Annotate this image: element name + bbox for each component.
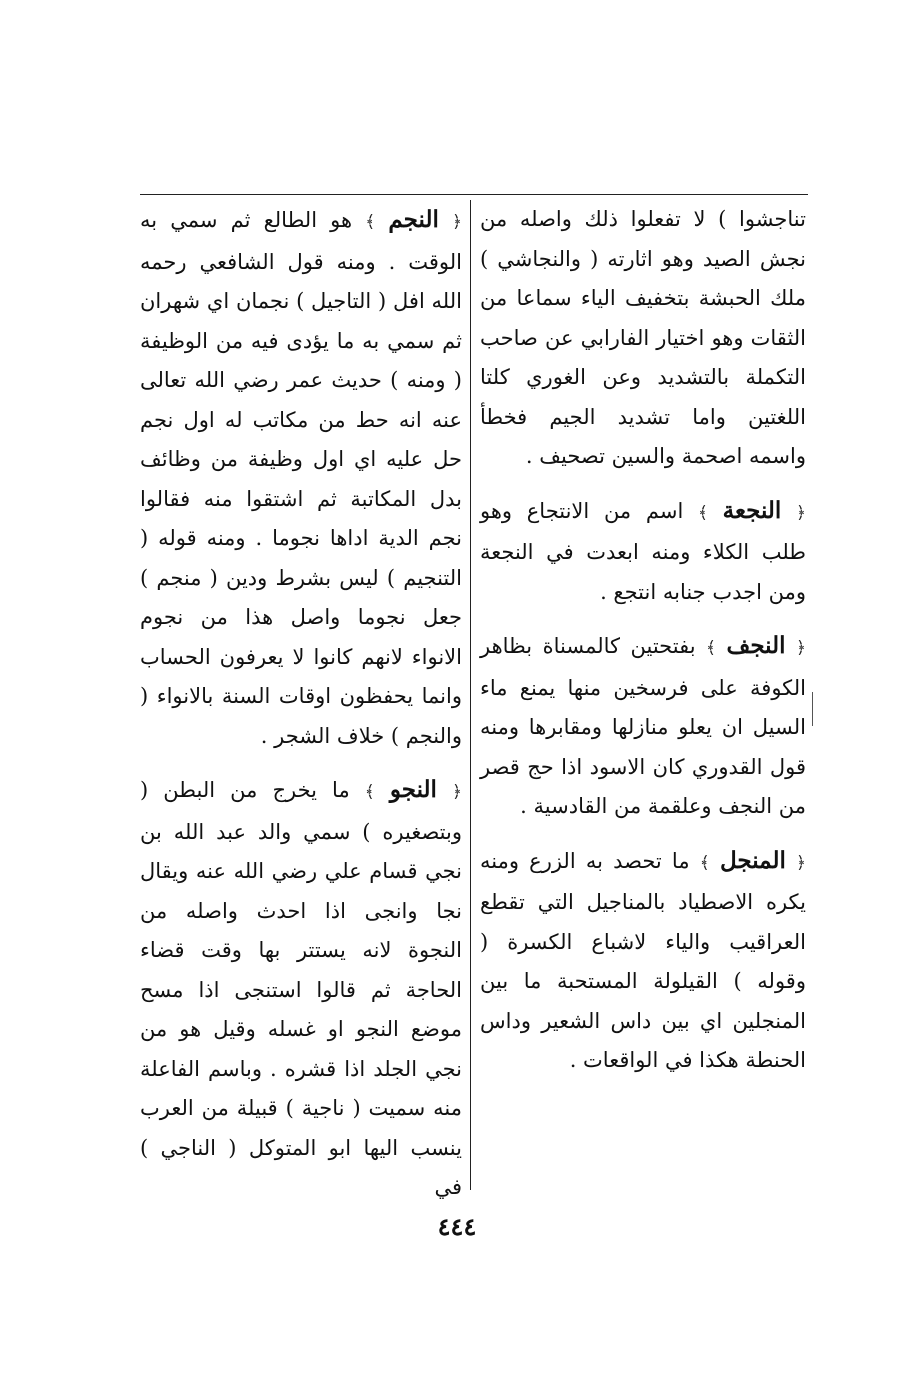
ornament-close: ﴾ xyxy=(698,502,708,523)
ornament-open: ﴿ xyxy=(796,852,806,873)
ornament-open: ﴿ xyxy=(452,782,462,802)
headword: النجف xyxy=(726,632,786,659)
entry-najw xyxy=(140,770,462,1208)
ornament-close: ﴾ xyxy=(364,782,375,802)
right-column xyxy=(480,200,806,1095)
headword: النجو xyxy=(389,776,437,803)
entry-text: ما يخرج من البطن ( وبتصغيره ) سمي والد عبد الله بن نجي قسام علي رضي الله عنه ويقال نجا وانجى اذا احدث واصله من النجوة لانه يستتر بها وقت قضاء الحاجة ثم قالوا استنجى اذا مسح موضع النجو او غسله وقيل هو من نجي الجلد اذا قشره . وباسم الفاعلة منه سميت ( ناجية ) قبيلة من العرب ينسب اليها ابو المتوكل ( الناجي ) في xyxy=(140,778,462,1199)
entry-najaa xyxy=(480,491,806,613)
page-number: ٤٤٤ xyxy=(437,1212,477,1241)
entry-text: بفتحتين كالمسناة بظاهر الكوفة على فرسخين منها يمنع ماء السيل ان يعلو منازلها ومقابرها ومنه قول القدوري كان الاسود اذا حج قصر من النجف وعلقمة من القادسية . xyxy=(480,634,806,818)
ornament-open: ﴿ xyxy=(452,212,462,232)
left-column xyxy=(140,200,462,1222)
ornament-close: ﴾ xyxy=(706,638,717,658)
ornament-open: ﴿ xyxy=(796,638,806,658)
headword: النجعة xyxy=(722,496,782,524)
continuation-entry xyxy=(480,200,806,477)
entry-text: ما تحصد به الزرع ومنه يكره الاصطياد بالمناجيل التي تقطع العراقيب والياء لاشباع الكسرة ( وقوله ) القيلولة المستحبة ما بين المنجلين اي بين داس الشعير وداس الحنطة هكذا في الواقعات . xyxy=(480,848,806,1072)
headword: المنجل xyxy=(719,846,786,874)
entry-najm xyxy=(140,200,462,756)
column-divider xyxy=(470,200,471,1190)
entry-najaf xyxy=(480,626,806,827)
margin-mark xyxy=(812,692,813,726)
headword: النجم xyxy=(388,206,439,233)
entry-text: اسم من الانتجاع وهو طلب الكلاء ومنه ابعدت في النجعة ومن اجدب جنابه انتجع . xyxy=(480,498,806,604)
ornament-close: ﴾ xyxy=(365,212,376,232)
entry-minjal xyxy=(480,841,806,1081)
ornament-close: ﴾ xyxy=(699,852,710,873)
header-rule xyxy=(140,194,808,195)
entry-text: هو الطالع ثم سمي به الوقت . ومنه قول الشافعي رحمه الله افل ( التاجيل ) نجمان اي شهران ثم سمي به ما يؤدى فيه من الوظيفة ( ومنه ) حديث عمر رضي الله تعالى عنه انه حط من مكاتب له اول نجم حل عليه اي اول وظيفة من وظائف بدل المكاتبة ثم اشتقوا منه فقالوا نجم الدية اداها نجوما . ومنه قوله ( التنجيم ) ليس بشرط ودين ( منجم ) جعل نجوما واصل هذا من نجوم الانواء لانهم كانوا لا يعرفون الحساب وانما يحفظون اوقات السنة بالانواء ( والنجم ) خلاف الشجر . xyxy=(140,208,462,748)
ornament-open: ﴿ xyxy=(796,502,806,523)
continuation-text: تناجشوا ) لا تفعلوا ذلك واصله من نجش الصيد وهو اثارته ( والنجاشي ) ملك الحبشة بتخفيف الياء سماعا من الثقات وهو اختيار الفارابي عن صاحب التكملة بالتشديد وعن الغوري كلتا اللغتين واما تشديد الجيم فخطأ واسمه اصحمة والسين تصحيف . xyxy=(480,207,806,468)
